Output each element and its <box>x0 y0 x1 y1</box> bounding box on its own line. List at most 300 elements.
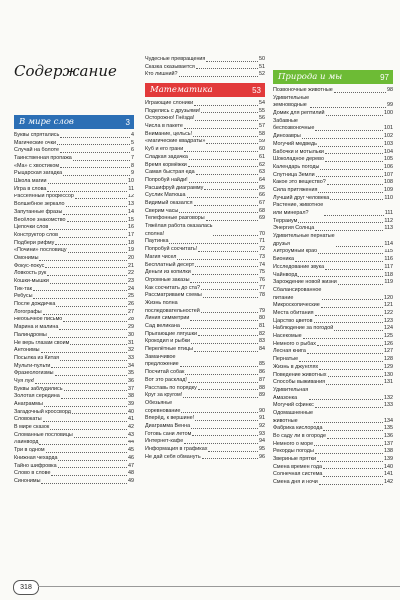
toc-entry <box>14 270 134 278</box>
toc-entry-title: Ребусы <box>14 293 33 300</box>
dot-leader <box>180 366 258 367</box>
toc-entry <box>14 132 134 140</box>
toc-entry <box>145 223 265 238</box>
toc-entry <box>14 463 134 471</box>
dot-leader <box>60 360 127 361</box>
toc-entry-title: Насекомые <box>273 333 302 340</box>
section-page: 97 <box>380 72 389 82</box>
toc-entry-page: 32 <box>128 347 134 354</box>
dot-leader <box>298 222 383 223</box>
dot-leader <box>194 105 258 106</box>
toc-entry-title: Немного о море <box>273 440 314 447</box>
toc-entry-title: Шоколадное дерево <box>273 156 324 163</box>
toc-entry-page: 81 <box>259 323 265 330</box>
dot-leader <box>314 322 383 323</box>
toc-entry-page: 121 <box>384 302 393 309</box>
toc-entry-title: Рекорды погоды <box>273 448 314 455</box>
toc-entry-page: 127 <box>384 348 393 355</box>
toc-entry-page: 33 <box>128 354 134 361</box>
toc-entry <box>14 155 134 163</box>
toc-entry-page: 102 <box>384 133 393 140</box>
toc-entry-title: Смена дня и ночи <box>273 479 318 486</box>
toc-entry-page: 20 <box>128 255 134 261</box>
toc-entry-page: 65 <box>259 184 265 191</box>
toc-entry-page: 61 <box>259 153 265 160</box>
toc-entry-title: Царство цветов <box>273 317 313 324</box>
toc-entry-page: 142 <box>384 479 393 486</box>
toc-entry-title: Играющие слоники <box>145 100 194 107</box>
dot-leader <box>72 413 127 414</box>
toc-entry-title: Способы выживания <box>273 379 326 386</box>
toc-entry-page: 26 <box>128 301 134 308</box>
toc-entry-page: 94 <box>259 438 265 445</box>
toc-entry <box>14 386 134 394</box>
dot-leader <box>44 406 127 407</box>
toc-entry <box>273 133 393 141</box>
toc-entry <box>14 432 134 440</box>
dot-leader <box>315 407 383 408</box>
toc-entry <box>273 479 393 487</box>
toc-entry-page: 132 <box>384 394 393 401</box>
toc-entry-title: Фабрика кислорода <box>273 425 323 432</box>
toc-entry-title: Тайно шифровка <box>14 462 57 469</box>
toc-entry-page: 96 <box>259 453 265 460</box>
toc-entry-title: Динозавры <box>273 133 301 140</box>
toc-entry <box>273 464 393 472</box>
dot-leader <box>203 297 258 298</box>
toc-entry-title: Кошки-мышки <box>14 278 49 285</box>
toc-entry-title: Внимание, цельсь! <box>145 130 193 137</box>
toc-entry <box>145 192 265 200</box>
toc-entry <box>14 224 134 232</box>
toc-entry-page: 6 <box>131 147 134 154</box>
toc-entry-title: Марина и малина <box>14 324 59 331</box>
toc-entry-title: Крокодил и рыбки <box>145 338 191 345</box>
toc-entry <box>14 286 134 294</box>
dot-leader <box>320 169 383 170</box>
dot-leader <box>67 221 127 222</box>
toc-entry-page: 131 <box>384 379 393 386</box>
toc-entry-title: Микроскопические <box>273 302 320 309</box>
toc-entry-title: Удивительная Амазонка <box>273 386 309 401</box>
toc-entry-title: Рассматриваем схемы <box>145 292 202 299</box>
toc-entry-title: Мульти-пульти <box>14 362 51 369</box>
dot-leader <box>75 198 127 199</box>
toc-entry <box>273 187 393 195</box>
toc-entry-title: Три в одном <box>14 447 45 454</box>
dot-leader <box>196 68 258 69</box>
toc-entry <box>145 454 265 462</box>
toc-entry-page: 70 <box>259 230 265 237</box>
toc-entry-title: Волшебное зеркало <box>14 201 65 208</box>
toc-entry-title: Жизнь в джунглях <box>273 363 319 370</box>
toc-entry-page: 84 <box>259 346 265 353</box>
toc-entry-page: 22 <box>128 270 134 277</box>
toc-entry <box>145 415 265 423</box>
toc-entry <box>273 410 393 425</box>
toc-entry-title: Ловкость рук <box>14 270 47 277</box>
toc-entry <box>145 446 265 454</box>
toc-entry-page: 88 <box>259 384 265 391</box>
toc-entry-page: 8 <box>131 162 134 169</box>
dot-leader <box>315 130 383 131</box>
toc-entry <box>14 340 134 348</box>
toc-entry-page: 23 <box>128 278 134 285</box>
toc-entry-title: Попробуй найди! <box>145 176 188 183</box>
toc-entry <box>145 71 265 79</box>
toc-entry <box>273 225 393 233</box>
toc-entry-title: Поделись с друзьями! <box>145 107 201 114</box>
dot-leader <box>192 274 258 275</box>
toc-entry-title: Сладкая задачка <box>145 153 188 160</box>
toc-entry-page: 113 <box>384 225 393 232</box>
toc-entry <box>273 325 393 333</box>
dot-leader <box>60 137 130 138</box>
toc-entry <box>273 402 393 410</box>
dot-leader <box>190 320 258 321</box>
toc-entry-title: Игра в слова <box>14 185 47 192</box>
dot-leader <box>307 353 383 354</box>
dot-leader <box>57 144 130 145</box>
toc-entry <box>14 440 134 448</box>
dot-leader <box>317 345 383 346</box>
toc-entry <box>145 377 265 385</box>
toc-entry <box>145 56 265 64</box>
dot-leader <box>48 183 127 184</box>
toc-entry-page: 48 <box>128 470 134 477</box>
toc-entry-title: Линия симметрии <box>145 315 190 322</box>
toc-entry <box>273 302 393 310</box>
toc-entry-title: Могучий медведь <box>273 140 317 147</box>
toc-entry-page: 99 <box>387 102 393 109</box>
toc-entry <box>14 217 134 225</box>
dot-leader <box>334 330 383 331</box>
dot-leader <box>324 215 384 216</box>
toc-entry <box>14 293 134 301</box>
dot-leader <box>318 253 383 254</box>
toc-entry <box>14 401 134 409</box>
toc-entry <box>14 178 134 186</box>
toc-entry-page: 134 <box>384 417 393 424</box>
toc-entry <box>273 348 393 356</box>
toc-entry-page: 15 <box>128 216 134 223</box>
toc-entry-title: Информация в графиках <box>145 446 208 453</box>
toc-entry-page: 104 <box>384 148 393 155</box>
toc-entry <box>273 172 393 180</box>
toc-entry <box>14 140 134 148</box>
dot-leader <box>58 467 127 468</box>
toc-entry-page: 141 <box>384 471 393 478</box>
dot-leader <box>189 182 258 183</box>
toc-entry-title: Жизнь полна последовательностей <box>145 299 200 314</box>
toc-entry-title: Вперёд, к вершине! <box>145 415 195 422</box>
dot-leader <box>193 136 258 137</box>
toc-entry <box>273 233 393 248</box>
toc-entry <box>145 146 265 154</box>
toc-entry-page: 21 <box>128 262 134 269</box>
toc-entry-page: 60 <box>259 146 265 153</box>
dot-leader <box>179 76 258 77</box>
toc-entry-title: Словокаты <box>14 416 42 423</box>
toc-entry <box>145 300 265 315</box>
toc-entry-title: Тик-так <box>14 285 32 292</box>
toc-entry <box>145 385 265 393</box>
toc-entry-page: 30 <box>128 331 134 338</box>
dot-leader <box>190 282 258 283</box>
toc-entry-title: Чайнворд <box>273 271 298 278</box>
toc-entry-title: Хитроумный краб <box>273 248 318 255</box>
toc-entry-title: Буквы спрятались <box>14 132 60 138</box>
toc-entry-title: Логографы <box>14 308 42 315</box>
dot-leader <box>198 335 258 336</box>
dot-leader <box>184 443 258 444</box>
toc-entry <box>14 240 134 248</box>
toc-entry-title: Терраиум <box>273 217 298 224</box>
toc-entry-page: 80 <box>259 315 265 322</box>
toc-entry-title: Календарь погоды <box>273 163 320 170</box>
dot-leader <box>58 460 127 461</box>
dot-leader <box>55 375 127 376</box>
toc-entry-title: Лесная книга <box>273 348 306 355</box>
dot-leader <box>59 237 127 238</box>
dot-leader <box>315 315 383 316</box>
toc-entry <box>14 309 134 317</box>
toc-entry <box>273 471 393 479</box>
toc-entry-title: Магические очки <box>14 139 56 146</box>
toc-entry-title: Бабочки и мотыльки <box>273 148 324 155</box>
toc-entry-page: 90 <box>259 407 265 414</box>
toc-entry <box>145 131 265 139</box>
toc-entry-page: 114 <box>384 240 393 247</box>
toc-entry-title: Рыцарская загадка <box>14 170 63 177</box>
toc-entry <box>273 141 393 149</box>
toc-entry-page: 106 <box>384 163 393 170</box>
dot-leader <box>188 382 258 383</box>
toc-entry-title: Необычное письмо <box>14 316 63 323</box>
dot-leader <box>66 206 127 207</box>
toc-entry <box>145 215 265 223</box>
toc-entry-page: 66 <box>259 192 265 199</box>
toc-entry <box>14 278 134 286</box>
toc-entry-page: 129 <box>384 363 393 370</box>
dot-leader <box>206 220 258 221</box>
toc-list <box>14 132 134 486</box>
dot-leader <box>185 374 258 375</box>
toc-entry-title: «Ма» с хвостиком <box>14 162 60 169</box>
toc-entry <box>14 370 134 378</box>
toc-entry-page: 93 <box>259 430 265 437</box>
toc-entry-page: 44 <box>128 439 134 446</box>
toc-entry <box>14 447 134 455</box>
page-number-badge: 318 <box>13 580 39 595</box>
dot-leader <box>46 452 127 453</box>
toc-entry-title: Интернет-кафе <box>145 438 184 445</box>
toc-entry-page: 120 <box>384 294 393 301</box>
toc-entry-page: 11 <box>128 185 134 192</box>
toc-entry-title: Видимый оказался <box>145 200 193 206</box>
toc-entry-title: Весёлое знакомство <box>14 216 66 223</box>
toc-entry-page: 123 <box>384 317 393 324</box>
toc-entry <box>145 185 265 193</box>
toc-entry-page: 9 <box>131 170 134 177</box>
dot-leader <box>325 161 383 162</box>
toc-entry <box>14 332 134 340</box>
dot-leader <box>298 276 383 277</box>
dot-leader <box>327 438 383 439</box>
toc-entry <box>273 202 393 217</box>
toc-entry-page: 67 <box>259 200 265 206</box>
toc-entry <box>273 310 393 318</box>
toc-entry-title: Сила притяжения <box>273 186 318 193</box>
dot-leader <box>204 189 258 190</box>
toc-entry-title: Удивительные земноводные <box>273 94 310 109</box>
toc-entry <box>14 355 134 363</box>
toc-entry-title: Случай на болоте <box>14 147 59 154</box>
dot-leader <box>179 212 258 213</box>
dot-leader <box>201 312 258 313</box>
section-title: В мире слов <box>19 117 74 127</box>
toc-entry-title: Посчитай собак <box>145 369 185 376</box>
toc-entry-title: Слово в слове <box>14 470 51 477</box>
dot-leader <box>63 321 127 322</box>
toc-entry <box>145 123 265 131</box>
toc-entry-page: 14 <box>128 208 134 215</box>
toc-list <box>273 87 393 487</box>
dot-leader <box>60 167 130 168</box>
toc-entry-page: 112 <box>384 217 393 224</box>
toc-entry-title: Палиндромы <box>14 331 47 338</box>
dot-leader <box>64 390 127 391</box>
toc-entry <box>14 186 134 194</box>
toc-entry <box>14 247 134 255</box>
toc-entry <box>273 156 393 164</box>
dot-leader <box>73 160 130 161</box>
toc-entry-page: 89 <box>259 392 265 399</box>
toc-entry-page: 24 <box>128 285 134 292</box>
toc-entry-title: Фразеологизмы <box>14 370 54 377</box>
toc-entry-title: Таинственная пропажа <box>14 155 72 162</box>
toc-entry-page: 124 <box>384 325 393 332</box>
toc-entry-title: Какое это вещество? <box>273 179 326 186</box>
section-header-nature <box>273 70 393 84</box>
toc-entry-title: Конструктор слов <box>14 231 58 238</box>
dot-leader <box>201 112 258 113</box>
toc-entry <box>14 232 134 240</box>
dot-leader <box>310 107 386 108</box>
toc-entry-title: Анаграммы <box>14 401 43 408</box>
dot-leader <box>184 128 258 129</box>
toc-entry <box>14 378 134 386</box>
toc-entry <box>273 195 393 203</box>
dot-leader <box>315 230 383 231</box>
toc-entry <box>273 249 393 257</box>
dot-leader <box>33 290 127 291</box>
toc-entry-page: 100 <box>384 110 393 117</box>
toc-entry-title: Сломанные пословицы <box>14 431 73 438</box>
dot-leader <box>299 361 383 362</box>
dot-leader <box>68 252 127 253</box>
toc-entry-page: 42 <box>128 424 134 431</box>
toc-entry-title: Растение, животное или минерал? <box>273 202 324 217</box>
toc-entry-title: Могучий сфинкс <box>273 402 314 409</box>
toc-entry-title: Тяжёлая работа оказалась сполна! <box>145 223 213 237</box>
toc-entry-title: Буквы заблудились <box>14 385 63 392</box>
toc-entry <box>145 115 265 123</box>
toc-entry-title: Домик для рептилий <box>273 110 325 117</box>
toc-entry <box>145 323 265 331</box>
toc-entry <box>145 400 265 415</box>
toc-entry-page: 98 <box>387 87 393 93</box>
toc-entry-title: Зарождение новой жизни <box>273 279 337 286</box>
toc-entry-page: 62 <box>259 161 265 168</box>
toc-entry <box>273 356 393 364</box>
toc-entry-page: 86 <box>259 369 265 376</box>
dot-leader <box>60 152 130 153</box>
dot-leader <box>206 61 258 62</box>
toc-entry <box>14 363 134 371</box>
toc-entry-page: 95 <box>259 446 265 453</box>
toc-entry-title: Прыгающие лягушки <box>145 330 197 337</box>
toc-entry <box>14 455 134 463</box>
toc-entry <box>14 416 134 424</box>
toc-column-math <box>145 56 265 461</box>
dot-leader <box>51 367 127 368</box>
dot-leader <box>169 243 258 244</box>
dot-leader <box>43 314 127 315</box>
toc-entry <box>14 317 134 325</box>
dot-leader <box>196 174 258 175</box>
toc-entry <box>14 347 134 355</box>
dot-leader <box>63 214 127 215</box>
dot-leader <box>187 197 258 198</box>
toc-entry <box>145 277 265 285</box>
toc-entry-title: Сад великана <box>145 323 180 330</box>
toc-entry-page: 130 <box>384 371 393 378</box>
toc-entry-page: 137 <box>384 440 393 447</box>
dot-leader <box>321 307 383 308</box>
toc-entry-title: Диаграмма Венна <box>145 423 191 429</box>
toc-entry-page: 10 <box>128 178 134 185</box>
toc-entry <box>273 287 393 302</box>
section-title: Математика <box>150 85 213 96</box>
toc-entry <box>14 209 134 217</box>
toc-entry <box>145 369 265 377</box>
toc-entry <box>14 470 134 478</box>
dot-leader <box>314 422 383 423</box>
dot-leader <box>47 275 127 276</box>
toc-entry <box>273 433 393 441</box>
toc-entry-page: 41 <box>128 416 134 423</box>
page-title: Содержание <box>14 62 117 80</box>
dot-leader <box>49 229 127 230</box>
dot-leader <box>302 138 383 139</box>
toc-entry-page: 101 <box>384 125 393 132</box>
toc-entry <box>14 170 134 178</box>
toc-entry-title: Бионика <box>273 256 295 263</box>
toc-entry-page: 40 <box>128 408 134 415</box>
dot-leader <box>41 483 127 484</box>
toc-entry-page: 39 <box>128 401 134 408</box>
dot-leader <box>208 451 258 452</box>
toc-entry-page: 28 <box>128 316 134 323</box>
toc-entry-title: Звериные прятки <box>273 456 317 463</box>
toc-entry-page: 7 <box>131 155 134 162</box>
toc-entry-title: Магия чисел <box>145 253 177 260</box>
toc-entry-title: Готовь сани летом <box>145 430 192 437</box>
dot-leader <box>70 344 127 345</box>
toc-entry <box>273 372 393 380</box>
toc-entry-page: 133 <box>384 402 393 409</box>
